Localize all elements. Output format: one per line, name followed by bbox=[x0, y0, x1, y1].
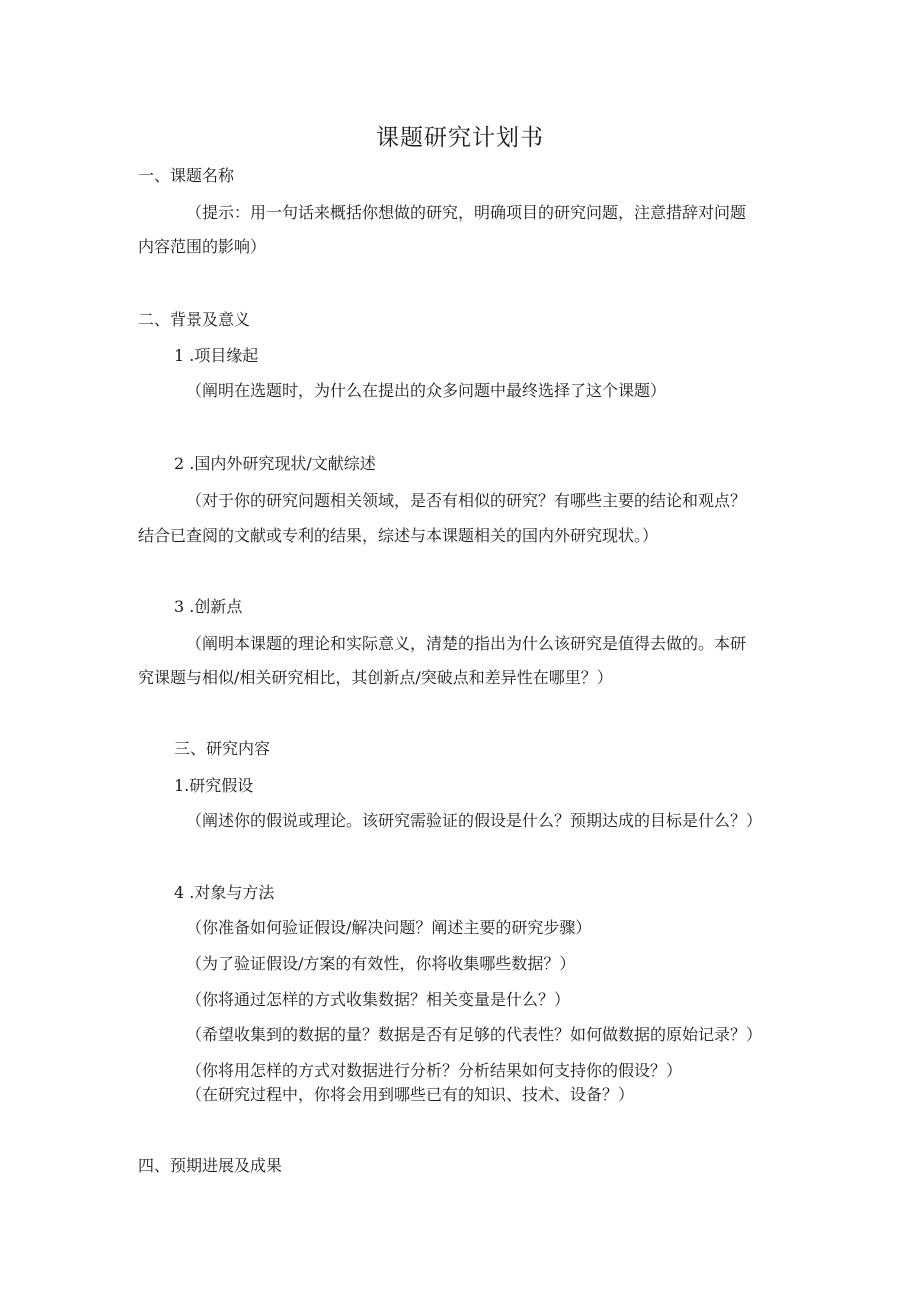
section-heading-expected-results: 四、预期进展及成果 bbox=[138, 1156, 283, 1175]
methods-hint: （希望收集到的数据的量？数据是否有足够的代表性？如何做数据的原始记录？） bbox=[186, 1025, 763, 1044]
methods-hint: （你准备如何验证假设/解决问题？阐述主要的研究步骤） bbox=[186, 918, 592, 937]
topic-name-hint-line1: （提示：用一句话来概括你想做的研究，明确项目的研究问题，注意措辞对问题 bbox=[186, 203, 747, 222]
topic-name-hint-line2: 内容范围的影响） bbox=[138, 237, 267, 256]
methods-hint: （你将通过怎样的方式收集数据？相关变量是什么？） bbox=[186, 990, 571, 1009]
item-methods-label: 4 .对象与方法 bbox=[174, 883, 275, 902]
section-heading-topic-name: 一、课题名称 bbox=[138, 166, 235, 185]
item-hypothesis-label: 1.研究假设 bbox=[174, 776, 254, 795]
hypothesis-hint: （阐述你的假说或理论。该研究需验证的假设是什么？预期达成的目标是什么？） bbox=[186, 811, 763, 830]
item-project-origin-label: 1 .项目缘起 bbox=[174, 346, 259, 365]
methods-hint: （你将用怎样的方式对数据进行分析？分析结果如何支持你的假设？） bbox=[186, 1061, 683, 1080]
section-heading-research-content: 三、研究内容 bbox=[174, 739, 271, 758]
innovation-hint-line1: （阐明本课题的理论和实际意义，清楚的指出为什么该研究是值得去做的。本研 bbox=[186, 634, 747, 653]
literature-review-hint-line1: （对于你的研究问题相关领域，是否有相似的研究？有哪些主要的结论和观点？ bbox=[186, 491, 747, 510]
section-heading-background: 二、背景及意义 bbox=[138, 310, 251, 329]
methods-hint: （为了验证假设/方案的有效性，你将收集哪些数据？） bbox=[186, 954, 576, 973]
literature-review-hint-line2: 结合已查阅的文献或专利的结果，综述与本课题相关的国内外研究现状。） bbox=[138, 526, 659, 545]
item-project-origin-hint: （阐明在选题时，为什么在提出的众多问题中最终选择了这个课题） bbox=[186, 381, 667, 400]
item-literature-review-label: 2 .国内外研究现状/文献综述 bbox=[174, 454, 376, 473]
methods-hint: （在研究过程中，你将会用到哪些已有的知识、技术、设备？） bbox=[186, 1085, 635, 1104]
item-innovation-label: 3 .创新点 bbox=[174, 597, 243, 616]
document-title: 课题研究计划书 bbox=[376, 125, 544, 151]
innovation-hint-line2: 究课题与相似/相关研究相比，其创新点/突破点和差异性在哪里？） bbox=[138, 668, 613, 687]
